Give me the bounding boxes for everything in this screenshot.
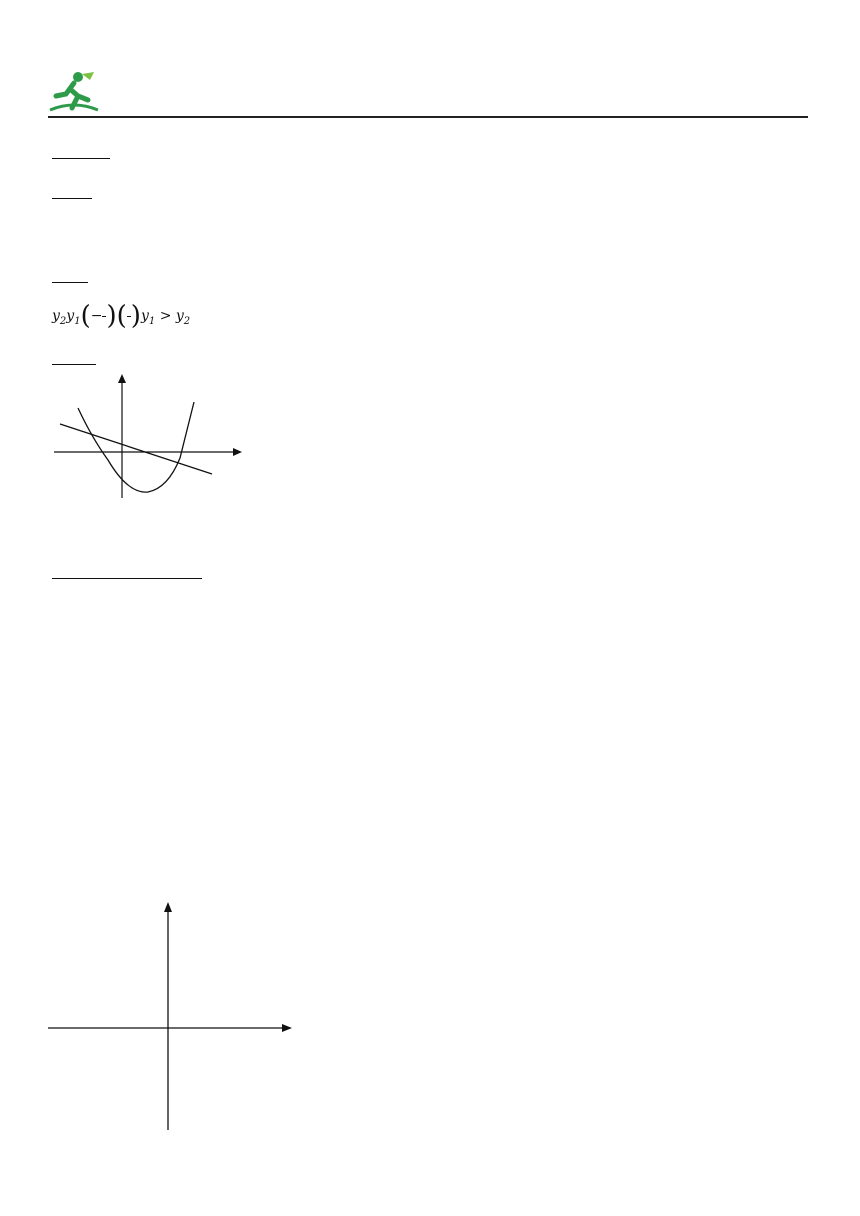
- question-16-line2: [52, 560, 202, 584]
- q15-figure: [50, 368, 250, 502]
- parabola-y1: [78, 402, 194, 492]
- question-13: [52, 180, 92, 204]
- line-y2: [60, 424, 212, 474]
- y-axis-arrow: [118, 374, 126, 383]
- answer-blank[interactable]: [52, 142, 110, 159]
- answer-blank[interactable]: [52, 348, 96, 365]
- q18-grid: [48, 896, 298, 1132]
- y-axis-arrow: [164, 902, 172, 912]
- question-12: [52, 140, 110, 164]
- answer-blank[interactable]: [52, 266, 88, 283]
- question-14-line2: [52, 264, 88, 288]
- x-axis-arrow: [233, 448, 242, 456]
- answer-blank[interactable]: [52, 182, 92, 199]
- page-header: [48, 60, 808, 116]
- question-15-line2: [52, 346, 96, 370]
- x-axis-arrow: [282, 1024, 292, 1032]
- runner-logo-icon: [48, 70, 100, 114]
- header-divider: [48, 116, 808, 118]
- question-15-line1: $y_2y_1(-$ )( )$y_1 > y_2$: [52, 301, 191, 331]
- logo: [48, 70, 228, 114]
- answer-blank[interactable]: [52, 562, 202, 579]
